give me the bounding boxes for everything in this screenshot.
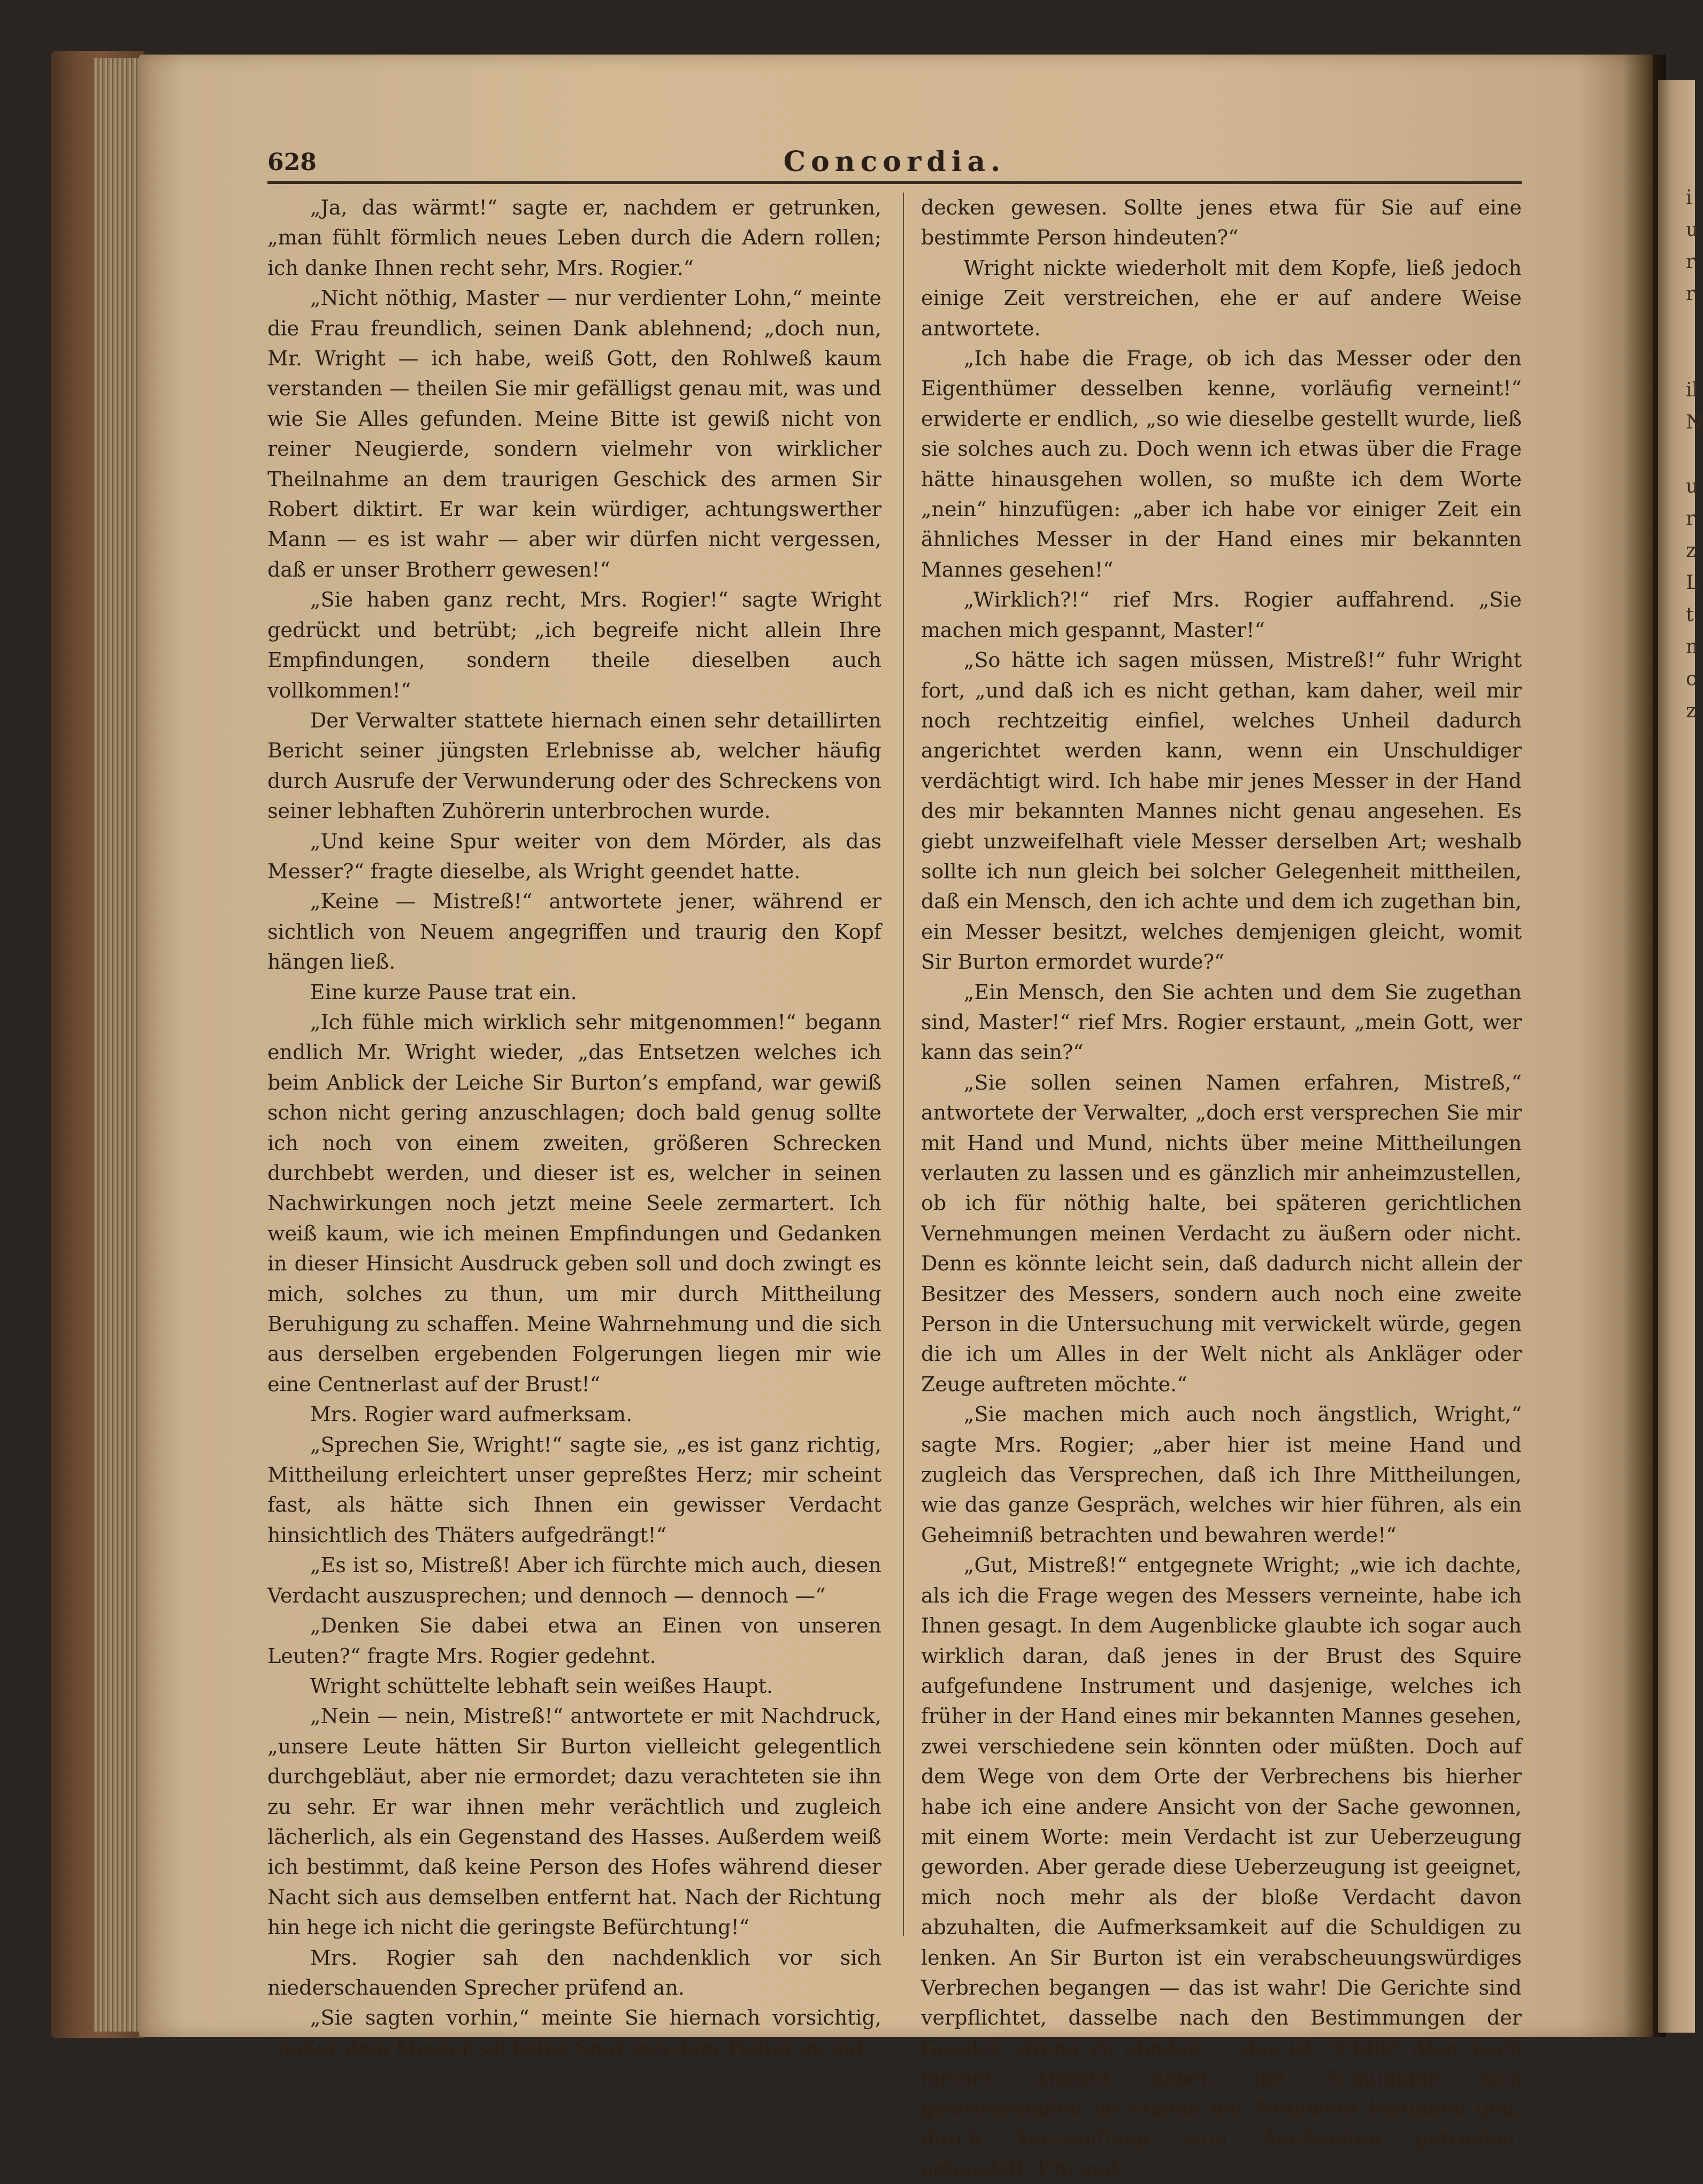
page-number: 628 [267, 149, 317, 176]
paragraph: „Ich fühle mich wirklich sehr mitgenommen!“ begann endlich Mr. Wright wieder, „das Entsetzen welches ich beim Anblick der Leiche Sir Burton’s empfand, war gewiß schon nicht gering anzuschlagen; doch bald genug sollte ich noch von einem zweiten, größeren Schrecken durchbebt werden, und dieser ist es, welcher in seinen Nachwirkungen noch jetzt meine Seele zermartert. Ich weiß kaum, wie ich meinen Empfindungen und Gedanken in dieser Hinsicht Ausdruck geben soll und doch zwingt es mich, solches zu thun, um mir durch Mittheilung Beruhigung zu schaffen. Meine Wahrnehmung und die sich aus derselben ergebenden Folgerungen liegen mir wie eine Centnerlast auf der Brust!“ [267, 1010, 881, 1396]
paragraph: „So hätte ich sagen müssen, Mistreß!“ fuhr Wright fort, „und daß ich es nicht gethan, kam daher, weil mir noch rechtzeitig einfiel, welches Unheil dadurch angerichtet werden kann, wenn ein Unschuldiger verdächtigt wird. Ich habe mir jenes Messer in der Hand des mir bekannten Mannes nicht genau angesehen. Es giebt unzweifelhaft viele Messer derselben Art; weshalb sollte ich nun gleich bei solcher Gelegenheit mittheilen, daß ein Mensch, den ich achte und dem ich zugethan bin, ein Messer besitzt, welches demjenigen gleicht, womit Sir Burton ermordet wurde?“ [921, 648, 1522, 974]
column-rule [903, 193, 904, 1936]
paragraph: „Gut, Mistreß!“ entgegnete Wright; „wie ich dachte, als ich die Frage wegen des Messers verneinte, habe ich Ihnen gesagt. In dem Augenblicke glaubte ich sogar auch wirklich daran, daß jenes in der Brust des Squire aufgefundene Instrument und dasjenige, welches ich früher in der Hand eines mir bekannten Mannes gesehen, zwei verschiedene sein könnten oder müßten. Doch auf dem Wege von dem Orte der Verbrechens bis hierher habe ich eine andere Ansicht von der Sache gewonnen, mit einem Worte: mein Verdacht ist zur Ueberzeugung geworden. Aber gerade diese Ueberzeugung ist geeignet, mich noch mehr als der bloße Verdacht davon abzuhalten, die Aufmerksamkeit auf die Schuldigen zu lenken. An Sir Burton ist ein verabscheuungswürdiges Verbrechen begangen — das ist wahr! Die Gerichte sind verpflichtet, dasselbe nach den Bestimmungen der Gesetze streng zu ahnden — das ist richtig! Aber nach meiner Ansicht haben die Schuldigen sich gewissermaßen im Stande der Nothwehr befunden und, durch Verzweiflung zum Aeußersten getrieben, gehandelt. Um end- [921, 1553, 1522, 2181]
header-rule [267, 181, 1522, 184]
paragraph: „Wirklich?!“ rief Mrs. Rogier auffahrend. „Sie machen mich gespannt, Master!“ [921, 588, 1522, 642]
running-head [267, 145, 1522, 180]
paragraph: Der Verwalter stattete hiernach einen sehr detaillirten Bericht seiner jüngsten Erlebnisse ab, welcher häufig durch Ausrufe der Verwunderung oder des Schreckens von seiner lebhaften Zuhörerin unterbrochen wurde. [267, 708, 881, 823]
paragraph: „Sprechen Sie, Wright!“ sagte sie, „es ist ganz richtig, Mittheilung erleichtert unser gepreßtes Herz; mir scheint fast, als hätte sich Ihnen ein gewisser Verdacht hinsichtlich des Thäters aufgedrängt!“ [267, 1432, 881, 1547]
paragraph: decken gewesen. Sollte jenes etwa für Sie auf eine bestimmte Person hindeuten?“ [921, 196, 1522, 250]
paragraph: „Denken Sie dabei etwa an Einen von unseren Leuten?“ fragte Mrs. Rogier gedehnt. [267, 1614, 881, 1668]
paragraph: Mrs. Rogier sah den nachdenklich vor sich niederschauenden Sprecher prüfend an. [267, 1945, 881, 1999]
paragraph: „Und keine Spur weiter von dem Mörder, als das Messer?“ fragte dieselbe, als Wright geendet hatte. [267, 829, 881, 883]
facing-page-fragment: i u r r il N u r z L t n c z [1686, 187, 1703, 722]
paragraph: „Ich habe die Frage, ob ich das Messer oder den Eigenthümer desselben kenne, vorläufig verneint!“ erwiderte er endlich, „so wie dieselbe gestellt wurde, ließ sie solches auch zu. Doch wenn ich etwas über die Frage hätte hinausgehen wollen, so mußte ich dem Worte „nein“ hinzufügen: „aber ich habe vor einiger Zeit ein ähnliches Messer in der Hand eines mir bekannten Mannes gesehen!“ [921, 347, 1522, 581]
right-column [921, 193, 1522, 2184]
paragraph: „Es ist so, Mistreß! Aber ich fürchte mich auch, diesen Verdacht auszusprechen; und dennoch — dennoch —“ [267, 1553, 881, 1607]
paragraph: Mrs. Rogier ward aufmerksam. [310, 1403, 633, 1427]
left-column [267, 193, 881, 2063]
paragraph: Wright schüttelte lebhaft sein weißes Haupt. [310, 1674, 773, 1698]
paragraph: „Sie sollen seinen Namen erfahren, Mistreß,“ antwortete der Verwalter, „doch erst versprechen Sie mir mit Hand und Mund, nichts über meine Mittheilungen verlauten zu lassen und es gänzlich mir anheimzustellen, ob ich für nöthig halte, bei späteren gerichtlichen Vernehmungen meinen Verdacht zu äußern oder nicht. Denn es könnte leicht sein, daß dadurch nicht allein der Besitzer des Messers, sondern auch noch eine zweite Person in die Untersuchung mit verwickelt würde, gegen die ich um Alles in der Welt nicht als Ankläger oder Zeuge auftreten möchte.“ [921, 1070, 1522, 1396]
paragraph: „Ja, das wärmt!“ sagte er, nachdem er getrunken, „man fühlt förmlich neues Leben durch die Adern rollen; ich danke Ihnen recht sehr, Mrs. Rogier.“ [267, 196, 881, 280]
paragraph: „Nein — nein, Mistreß!“ antwortete er mit Nachdruck, „unsere Leute hätten Sir Burton vielleicht gelegentlich durchgebläut, aber nie ermordet; dazu verachteten sie ihn zu sehr. Er war ihnen mehr verächtlich und zugleich lächerlich, als ein Gegenstand des Hasses. Außerdem weiß ich bestimmt, daß keine Person des Hofes während dieser Nacht sich aus demselben entfernt hat. Nach der Richtung hin hege ich nicht die geringste Befürchtung!“ [267, 1704, 881, 1940]
paragraph: „Keine — Mistreß!“ antwortete jener, während er sichtlich von Neuem angegriffen und traurig den Kopf hängen ließ. [267, 890, 881, 974]
paragraph: „Sie sagten vorhin,“ meinte Sie hiernach vorsichtig, „außer dem Messer sei keine Spur von dem Thäter zu ent- [267, 2006, 881, 2060]
journal-title: Concordia. [783, 145, 1006, 178]
paragraph: „Sie machen mich auch noch ängstlich, Wright,“ sagte Mrs. Rogier; „aber hier ist meine Hand und zugleich das Versprechen, daß ich Ihre Mittheilungen, wie das ganze Gespräch, welches wir hier führen, als ein Geheimniß betrachten und bewahren werde!“ [921, 1403, 1522, 1547]
paragraph: „Ein Mensch, den Sie achten und dem Sie zugethan sind, Master!“ rief Mrs. Rogier erstaunt, „mein Gott, wer kann das sein?“ [921, 980, 1522, 1064]
paragraph: „Nicht nöthig, Master — nur verdienter Lohn,“ meinte die Frau freundlich, seinen Dank ablehnend; „doch nun, Mr. Wright — ich habe, weiß Gott, den Rohlweß kaum verstanden — theilen Sie mir gefälligst genau mit, was und wie Sie Alles gefunden. Meine Bitte ist gewiß nicht von reiner Neugierde, sondern vielmehr von wirklicher Theilnahme an dem traurigen Geschick des armen Sir Robert diktirt. Er war kein würdiger, achtungswerther Mann — es ist wahr — aber wir dürfen nicht vergessen, daß er unser Brotherr gewesen!“ [267, 286, 881, 581]
paragraph: Eine kurze Pause trat ein. [310, 980, 577, 1004]
paragraph: „Sie haben ganz recht, Mrs. Rogier!“ sagte Wright gedrückt und betrübt; „ich begreife nicht allein Ihre Empfindungen, sondern theile dieselben auch vollkommen!“ [267, 588, 881, 702]
paragraph: Wright nickte wiederholt mit dem Kopfe, ließ jedoch einige Zeit verstreichen, ehe er auf andere Weise antwortete. [921, 256, 1522, 340]
